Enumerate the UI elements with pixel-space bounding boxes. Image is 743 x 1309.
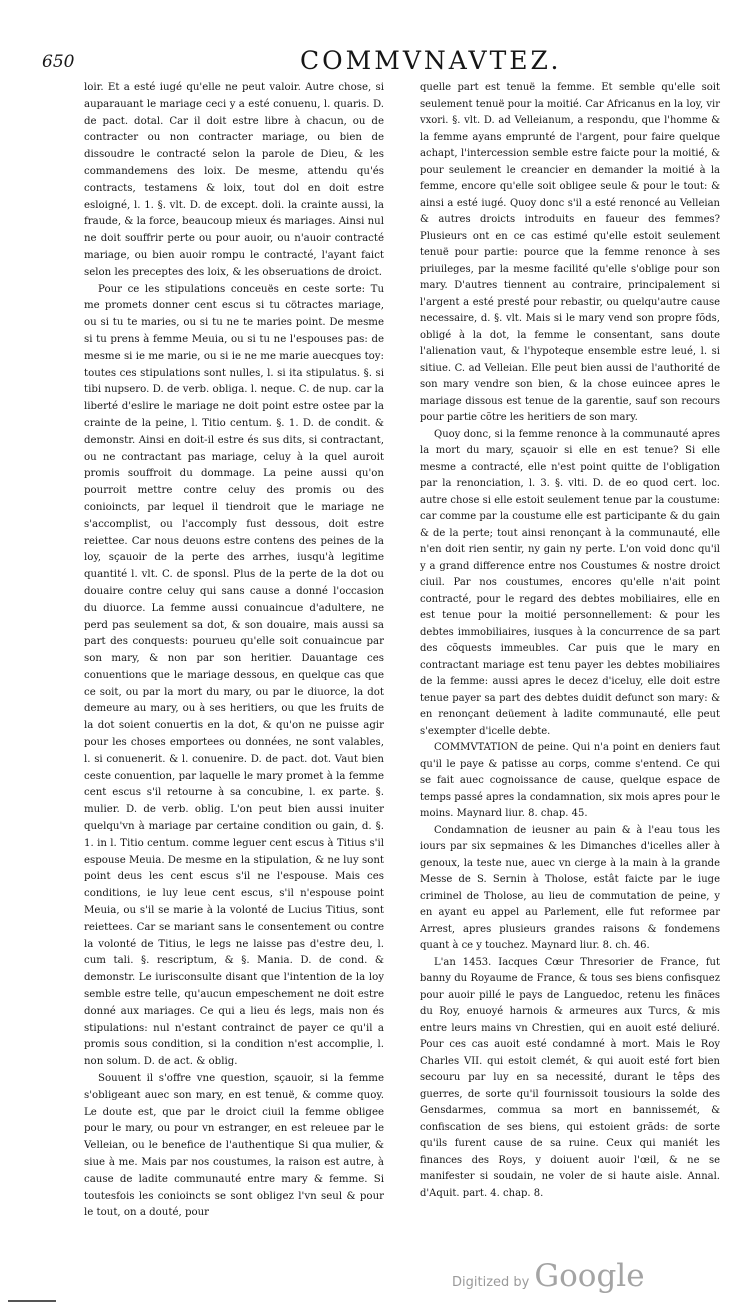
watermark-brand: Google bbox=[534, 1258, 645, 1294]
paragraph: loir. Et a esté iugé qu'elle ne peut valoir. Autre chose, si auparauant le mariage ceci y a esté conuenu, l. quaris. D. de pact. dotal. Car il doit estre libre à chacun, ou de contracter ou non contracter mariage, ou bien de dissoudre le contracté selon la parole de Dieu, & les commandemens des loix. De mesme, attendu qu'és contracts, testamens & loix, tout dol en doit estre esloigné, l. 1. §. vlt. D. de except. doli. la crainte aussi, la fraude, & la force, beaucoup mieux és mariages. Ainsi nul ne doit souffrir perte ou pour auoir, ou n'auoir contracté mariage, ou bien auoir rompu le contracté, l'ayant faict selon les preceptes des loix, & les obseruations de droict. bbox=[84, 82, 384, 278]
paragraph: quelle part est tenuë la femme. Et semble qu'elle soit seulement tenuë pour la moitié. Car Africanus en la loy, vir vxori. §. vlt. D. ad Velleianum, a respondu, que l'homme & la femme ayans emprunté de l'argent, pour faire quelque achapt, l'intercession semble estre faicte pour la moitié, & pour seulement le creancier en demander la moitié à la femme, encore qu'elle soit obligee seule & pour le tout: & ainsi a esté iugé. Quoy donc s'il a esté renoncé au Velleian & autres droicts introduits en faueur des femmes? Plusieurs ont en ce cas estimé qu'elle estoit seulement tenuë pour partie: pource que la femme renonce à ses priuileges, par la mesme facilité qu'elle s'oblige pour son mary. D'autres tiennent au contraire, principalement si l'argent a esté presté pour rebastir, ou quelqu'autre cause necessaire, d. §. vlt. Mais si le mary vend son propre fõds, obligé à la dot, la femme le consentant, sans doute l'alienation vaut, & l'hypoteque ensemble estre leué, l. si sitiue. C. ad Velleian. Elle peut bien aussi de l'authorité de son mary vendre son bien, & la chose euincee apres le mariage dissous est tenue de la garentie, sauf son recours pour partie cõtre les heritiers de son mary. bbox=[420, 82, 720, 423]
paragraph: Condamnation de ieusner au pain & à l'eau tous les iours par six sepmaines & les Dimanches d'icelles aller à genoux, la teste nue, auec vn cierge à la main à la grande Messe de S. Sernin à Tholose, estât faicte par le iuge criminel de Tholose, au lieu de commutation de peine, y en ayant eu appel au Parlement, elle fut reformee par Arrest, apres plusieurs grandes raisons & fondemens quant à ce y touchez. Maynard liur. 8. ch. 46. bbox=[420, 824, 720, 951]
watermark-label: Digitized by bbox=[452, 1275, 530, 1290]
left-column bbox=[84, 80, 384, 1222]
running-title: COMMVNAVTEZ. bbox=[300, 46, 562, 75]
paragraph: Quoy donc, si la femme renonce à la communauté apres la mort du mary, sçauoir si elle en est tenue? Si elle mesme a contracté, elle n'est point quitte de l'obligation par la renonciation, l. 3. §. vlti. D. de eo quod cert. loc. autre chose si elle estoit seulement tenue par la coustume: car comme par la coustume elle est participante & du gain & de la perte; tout ainsi renonçant à la communauté, elle n'en doit rien sentir, ny gain ny perte. L'on void donc qu'il y a grand difference entre nos Coustumes & nostre droict ciuil. Par nos coustumes, encores qu'elle n'ait point contracté, pour le regard des debtes mobiliaires, elle en est tenue pour la moitié personnellement: & pour les debtes immobiliaires, iusques à la concurrence de sa part des cõquests immeubles. Car puis que le mary en contractant mariage est tenu payer les debtes mobiliaires de la femme: aussi apres le decez d'iceluy, elle doit estre tenue payer sa part des debtes duidit defunct son mary: & en renonçant deüement à ladite communauté, elle peut s'exempter d'icelle debte. bbox=[420, 428, 720, 737]
paragraph: Souuent il s'offre vne question, sçauoir, si la femme s'obligeant auec son mary, en est tenuë, & comme quoy. Le doute est, que par le droict ciuil la femme obligee pour le mary, ou pour vn estranger, en est releuee par le Velleian, ou le benefice de l'authentique Si qua mulier, & siue à me. Mais par nos coustumes, la raison est autre, à cause de ladite communauté entre mary & femme. Si toutesfois les conioincts se sont obligez l'vn seul & pour le tout, on a douté, pour bbox=[84, 1073, 384, 1219]
page-edge-rule bbox=[8, 1300, 56, 1302]
digitization-watermark bbox=[452, 1258, 645, 1294]
paragraph: COMMVTATION de peine. Qui n'a point en deniers faut qu'il le paye & patisse au corps, comme s'entend. Ce qui se fait auec cognoissance de cause, quelque espace de temps passé apres la condamnation, six mois apres pour le moins. Maynard liur. 8. chap. 45. bbox=[420, 742, 720, 819]
right-column bbox=[420, 80, 720, 1202]
paragraph: L'an 1453. Iacques Cœur Thresorier de France, fut banny du Royaume de France, & tous ses biens confisquez pour auoir pillé le pays de Languedoc, retenu les finãces du Roy, enuoyé harnois & armeures aux Turcs, & mis entre leurs mains vn Chrestien, qui en auoit esté deliuré. Pour ces cas auoit esté condamné à mort. Mais le Roy Charles VII. qui estoit clemét, & qui auoit esté fort bien secouru par luy en sa necessité, durant le têps des guerres, de sorte qu'il fournissoit tousiours la solde des Gensdarmes, commua sa mort en bannissemét, & confiscation de ses biens, qui estoient grãds: de sorte qu'ils furent cause de sa ruine. Ceux qui maniét les finances des Roys, y doiuent auoir l'œil, & ne se manifester si soudain, ne voler de si haute aisle. Annal. d'Aquit. part. 4. chap. 8. bbox=[420, 956, 720, 1199]
page-number: 650 bbox=[42, 52, 75, 72]
paragraph: Pour ce les stipulations conceuës en ceste sorte: Tu me promets donner cent escus si tu cötractes mariage, ou si tu te maries, ou si tu ne te maries point. De mesme si tu prens à femme Meuia, ou si tu ne l'espouses pas: de mesme si ie me marie, ou si ie ne me marie auecques toy: toutes ces stipulations sont nulles, l. si ita stipulatus. §. si tibi nupsero. D. de verb. obliga. l. neque. C. de nup. car la liberté d'eslire le mariage ne doit point estre ostee par la crainte de la peine, l. Titio centum. §. 1. D. de condit. & demonstr. Ainsi en doit-il estre és sus dits, si contractant, ou ne contractant pas mariage, celuy à la quel auroit promis souffroit du dommage. La peine aussi qu'on pourroit mettre contre celuy des promis ou des conioincts, par lequel il tiendroit que le mariage ne s'accomplist, ou l'accomply fust dessous, doit estre reiettee. Car nous deuons estre contens des peines de la loy, sçauoir de la perte des arrhes, iusqu'à legitime quantité l. vlt. C. de sponsl. Plus de la perte de la dot ou douaire contre celuy qui sans cause a donné l'occasion du diuorce. La femme aussi conuaincue d'adultere, ne perd pas seulement sa dot, & son douaire, mais aussi sa part des conquests: pourueu qu'elle soit conuaincue par son mary, & non par son heritier. Dauantage ces conuentions que le mariage dessous, en quelque cas que ce soit, ou par la mort du mary, ou par le diuorce, la dot demeure au mary, ou à ses heritiers, ou que les fruits de la dot soient conuertis en la dot, & qu'on ne puisse agir pour les choses emportees ou données, ne sont valables, l. si conuenerit. & l. conuenire. D. de pact. dot. Vaut bien ceste conuention, par laquelle le mary promet à la femme cent escus s'il retourne à sa concubine, l. ex parte. §. mulier. D. de verb. oblig. L'on peut bien aussi inuiter quelqu'vn à mariage par certaine condition ou gain, d. §. 1. in l. Titio centum. comme leguer cent escus à Titius s'il espouse Meuia. De mesme en la stipulation, & ne luy sont point deus les cent escus s'il ne l'espouse. Mais ces conditions, ie luy leue cent escus, s'il n'espouse point Meuia, ou s'il se marie à la volonté de Lucius Titius, sont reiettees. Car se mariant sans le consentement ou contre la volonté de Titius, le legs ne laisse pas d'estre deu, l. cum tali. §. rescriptum, & §. Mania. D. de cond. & demonstr. Le iurisconsulte disant que l'intention de la loy semble estre telle, qu'aucun empeschement ne doit estre donné aux mariages. Ce qui a lieu és legs, mais non és stipulations: nul n'estant contrainct de payer ce qu'il a promis sous condition, si la condition n'est accomplie, l. non solum. D. de act. & oblig. bbox=[84, 283, 384, 1068]
